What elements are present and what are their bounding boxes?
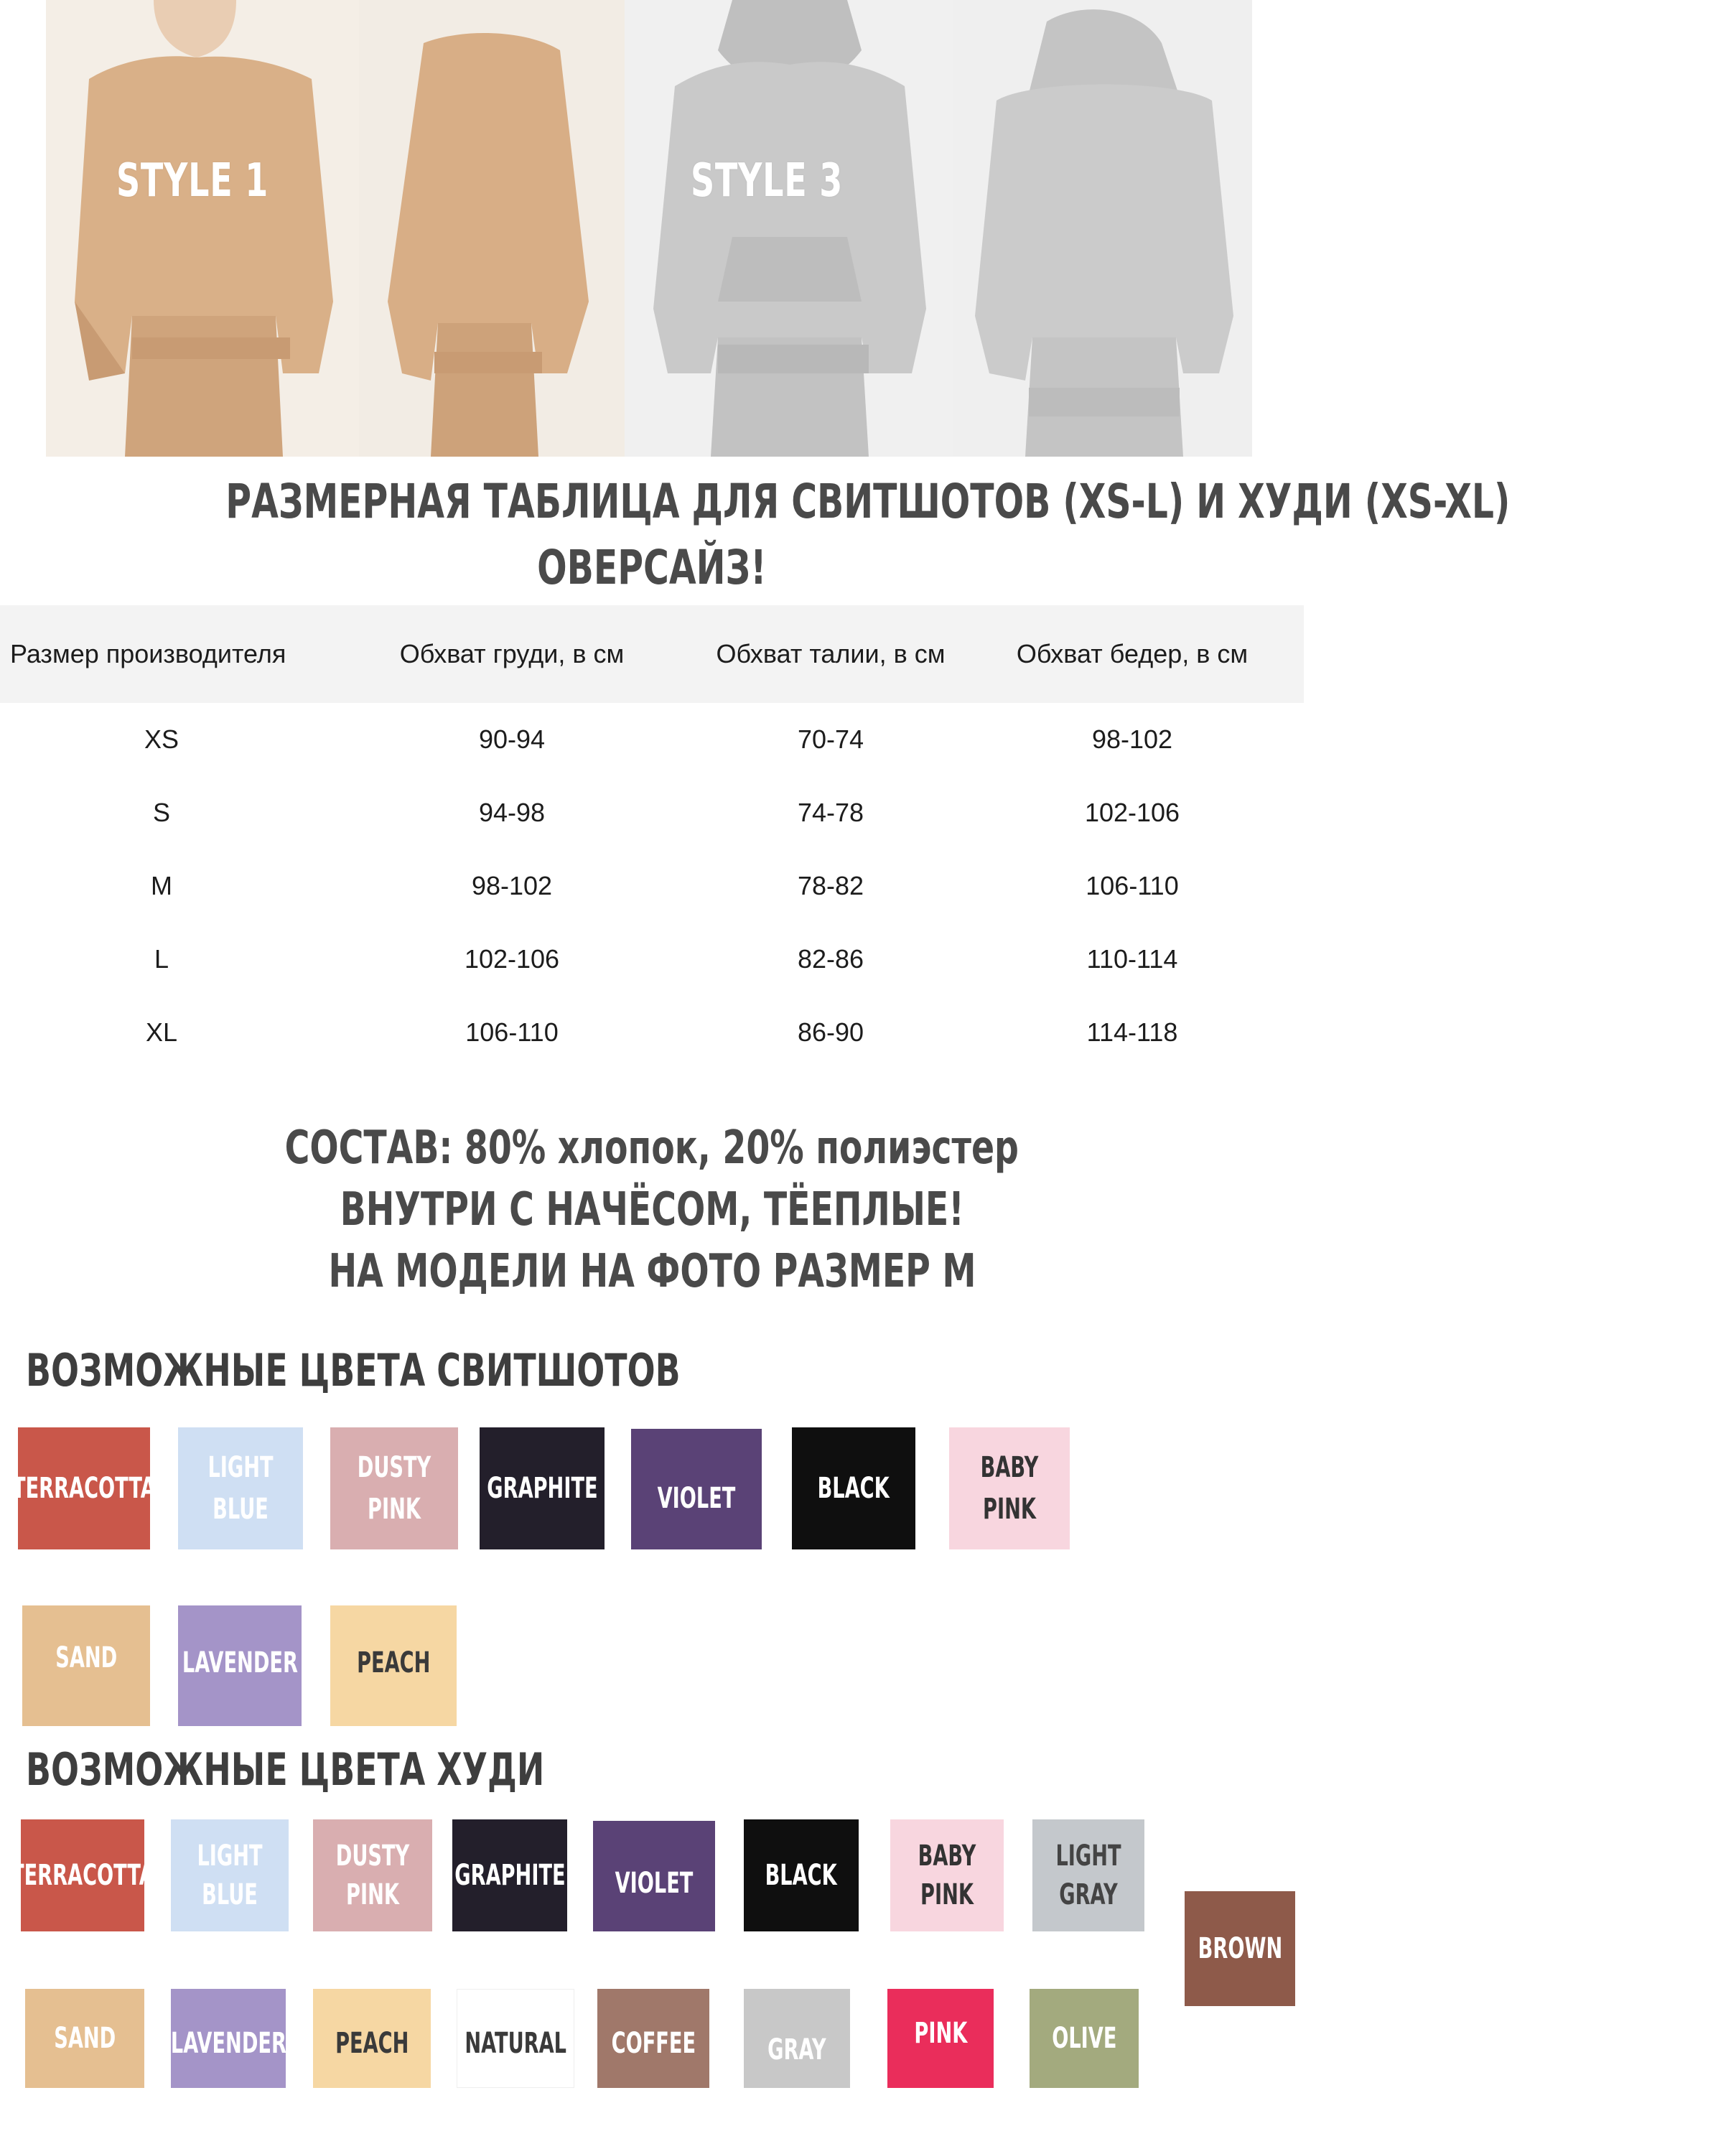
color-swatch	[744, 1819, 859, 1931]
model-size-line: НА МОДЕЛИ НА ФОТО РАЗМЕР М	[327, 1245, 976, 1298]
swatch-label: PEACH	[335, 2027, 409, 2060]
swatch-label: DUSTY PINK	[335, 1840, 410, 1911]
style-3-label: STYLE 3	[691, 154, 843, 208]
column-header: Обхват бедер, в см	[1016, 639, 1249, 668]
swatch-label: GRAPHITE	[454, 1859, 566, 1892]
table-row	[0, 776, 1304, 849]
table-cell: 106-110	[465, 1017, 559, 1047]
table-header	[0, 605, 1304, 703]
color-swatch	[178, 1605, 302, 1726]
column-header: Обхват груди, в см	[399, 639, 625, 668]
color-swatch	[25, 1989, 144, 2088]
table-cell: L	[154, 944, 169, 974]
product-photo-strip	[46, 0, 1252, 457]
color-swatch	[313, 1989, 431, 2088]
swatch-label: OLIVE	[1051, 2022, 1117, 2055]
table-cell: XS	[144, 724, 179, 754]
style1-back-photo	[359, 0, 625, 457]
table-cell: 78-82	[797, 871, 864, 900]
swatch-label: BABY PINK	[918, 1840, 976, 1911]
color-swatch	[1030, 1989, 1139, 2088]
swatch-label: LIGHT GRAY	[1055, 1840, 1121, 1911]
table-cell: S	[152, 798, 170, 827]
table-cell: 98-102	[471, 871, 553, 900]
color-swatch	[631, 1429, 762, 1549]
table-row	[0, 996, 1304, 1069]
table-cell: 98-102	[1091, 724, 1173, 754]
swatch-label: LAVENDER	[170, 2027, 286, 2060]
swatch-label: LIGHT BLUE	[197, 1840, 263, 1911]
color-swatch	[1185, 1891, 1295, 2006]
table-cell: 70-74	[797, 724, 864, 754]
swatch-label: COFFEE	[611, 2027, 696, 2060]
table-cell: 94-98	[478, 798, 546, 827]
table-cell: 102-106	[1084, 798, 1180, 827]
table-cell: 82-86	[797, 944, 864, 974]
color-swatch	[597, 1989, 709, 2088]
color-swatch	[330, 1605, 457, 1726]
size-table-title-line1: РАЗМЕРНАЯ ТАБЛИЦА ДЛЯ СВИТШОТОВ (XS-L) И ХУДИ (XS-XL)	[225, 474, 1511, 529]
color-swatch	[949, 1427, 1070, 1549]
style-1-label: STYLE 1	[116, 154, 269, 208]
table-cell: 110-114	[1086, 944, 1178, 974]
size-table	[0, 605, 1304, 1069]
color-swatch	[12, 1427, 156, 1549]
color-swatch	[887, 1989, 994, 2088]
hoodie-colors-title: ВОЗМОЖНЫЕ ЦВЕТА ХУДИ	[26, 1743, 545, 1796]
color-swatch	[171, 1819, 289, 1931]
swatch-label: PINK	[914, 2017, 967, 2050]
table-cell: 114-118	[1086, 1017, 1178, 1047]
table-row	[0, 923, 1304, 996]
fleece-line: ВНУТРИ С НАЧЁСОМ, ТЁЕПЛЫЕ!	[340, 1183, 964, 1236]
swatch-label: PEACH	[356, 1646, 431, 1679]
color-swatch	[744, 1989, 850, 2088]
table-cell: 74-78	[797, 798, 864, 827]
table-row	[0, 703, 1304, 776]
swatch-label: GRAPHITE	[486, 1472, 598, 1505]
swatch-label: GRAY	[767, 2033, 826, 2066]
size-table-title-line2: ОВЕРСАЙЗ!	[537, 540, 767, 595]
swatch-label: VIOLET	[657, 1482, 736, 1515]
swatch-label: BLACK	[817, 1472, 890, 1505]
swatch-label: LIGHT BLUE	[207, 1451, 274, 1526]
table-cell: 102-106	[464, 944, 560, 974]
swatch-label: DUSTY PINK	[357, 1451, 431, 1526]
sweatshirt-colors-title: ВОЗМОЖНЫЕ ЦВЕТА СВИТШОТОВ	[26, 1344, 681, 1397]
table-cell: 86-90	[797, 1017, 864, 1047]
color-swatch	[890, 1819, 1004, 1931]
color-swatch	[171, 1989, 286, 2088]
swatch-label: LAVENDER	[182, 1646, 298, 1679]
color-swatch	[457, 1989, 574, 2088]
table-cell: 106-110	[1086, 871, 1179, 900]
color-swatch	[11, 1819, 154, 1931]
color-swatch	[480, 1427, 605, 1549]
style3-front-photo	[625, 0, 953, 457]
style3-back-photo	[953, 0, 1252, 457]
color-swatch	[178, 1427, 303, 1549]
color-swatch	[593, 1821, 715, 1931]
color-swatch	[22, 1605, 150, 1726]
swatch-label: VIOLET	[615, 1867, 694, 1900]
table-cell: M	[151, 871, 172, 900]
table-row	[0, 849, 1304, 923]
column-header: Обхват талии, в см	[716, 639, 946, 668]
table-cell: XL	[145, 1017, 178, 1047]
color-swatch	[452, 1819, 567, 1931]
column-header: Размер производителя	[10, 639, 286, 668]
table-cell: 90-94	[478, 724, 546, 754]
color-swatch	[313, 1819, 432, 1931]
style1-front-photo	[46, 0, 359, 457]
color-swatch	[330, 1427, 458, 1549]
swatch-label: NATURAL	[465, 2027, 566, 2060]
swatch-label: TERRACOTTA	[11, 1859, 154, 1892]
swatch-label: BABY PINK	[980, 1451, 1039, 1526]
composition-line: СОСТАВ: 80% хлопок, 20% полиэстер	[284, 1122, 1019, 1175]
color-swatch	[792, 1427, 915, 1549]
swatch-label: SAND	[53, 2022, 116, 2055]
color-swatch	[1032, 1819, 1144, 1931]
swatch-label: BLACK	[765, 1859, 838, 1892]
swatch-label: SAND	[55, 1641, 117, 1674]
swatch-label: TERRACOTTA	[12, 1472, 156, 1505]
swatch-label: BROWN	[1198, 1932, 1282, 1965]
